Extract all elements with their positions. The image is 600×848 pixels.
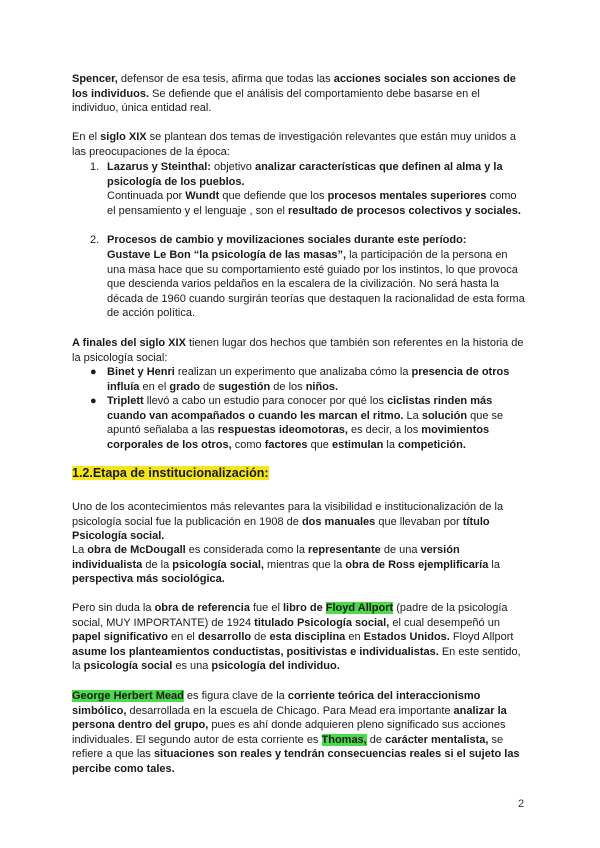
paragraph-mead — [72, 689, 528, 777]
section-heading — [72, 465, 269, 481]
bold-text: titulado Psicología social, — [254, 616, 390, 629]
text-run: de una — [380, 544, 421, 556]
text-run: tienen lugar dos hechos que también son referentes en la historia de la psicología social: — [72, 337, 524, 364]
bold-text: Gustave Le Bon “la psicología de las masas”, — [107, 249, 347, 261]
bold-text: movimientos corporales de los otros, — [107, 424, 490, 451]
bold-text: competición. — [398, 438, 466, 451]
highlighted-text: Thomas, — [321, 733, 367, 746]
text-run: La — [403, 409, 422, 422]
text-run: que — [307, 438, 332, 451]
bold-text: obra de referencia — [154, 602, 250, 614]
list-marker-2: 2. — [90, 234, 100, 246]
bold-text: libro de — [282, 602, 323, 614]
bold-text: procesos mentales superiores — [327, 190, 487, 202]
text-run: es figura clave de la — [183, 690, 288, 702]
text-run: el cual desempeñó un — [389, 616, 500, 629]
bold-text: psicología social, — [172, 558, 264, 571]
text-run: de los — [270, 380, 306, 393]
bold-text: Estados Unidos. — [363, 631, 450, 644]
bold-text: obra de Ross ejemplificaría — [345, 558, 489, 571]
text-run: la participación de la persona en una masa hace que su comportamiento esté guiado por los instintos, lo que provoca que descienda varios peldaños en la escalera de la civilización. No será hasta la década de 1960 cuando surgirán teorías que destaquen la racionalidad de esta forma de acción política. — [107, 249, 525, 320]
bold-text: Procesos de cambio y movilizaciones sociales durante este período: — [107, 234, 467, 246]
bold-text: presencia de otros influía — [107, 366, 510, 393]
text-run: mientras que la — [263, 558, 346, 571]
text-run: en el — [167, 631, 198, 644]
text-run: Floyd Allport — [449, 631, 514, 644]
text-run: Se defiende que el análisis del comportamiento debe basarse en el individuo, única entidad real. — [72, 87, 480, 115]
text-run: pues es ahí donde adquieren pleno significado sus acciones individuales. El segundo autor de esta corriente es — [72, 719, 506, 746]
bold-text: niños. — [305, 380, 339, 393]
text-run: Pero sin duda la — [72, 602, 155, 614]
bold-text: acciones sociales son acciones de los individuos. — [72, 73, 516, 100]
text-run: en — [345, 631, 364, 644]
bold-text: obra de McDougall — [87, 544, 186, 556]
highlighted-text: Floyd Allport — [325, 602, 394, 614]
list-item-le-bon — [107, 248, 528, 321]
bold-text: siglo XIX — [100, 131, 147, 143]
bold-text: ciclistas rinden más cuando van acompañados o cuando les marcan el ritmo. — [107, 395, 493, 422]
text-run: que se apuntó señalaba a las — [107, 409, 504, 437]
text-run: fue el — [249, 602, 283, 614]
bold-text: analizar características que definen al alma y la psicología de los pueblos. — [107, 161, 503, 188]
text-run: Continuada por — [107, 190, 186, 202]
bold-text: A finales del siglo XIX — [72, 337, 186, 349]
bold-text: resultado de procesos colectivos y sociales. — [288, 204, 521, 217]
text-run: se refiere a que las — [72, 733, 504, 761]
bold-text: solución — [421, 409, 468, 422]
paragraph-allport — [72, 601, 528, 674]
bold-text: estimulan — [331, 438, 384, 451]
bold-text: dos manuales — [301, 515, 376, 528]
bold-text: psicología social — [83, 660, 173, 673]
bold-text: carácter mentalista, — [385, 733, 489, 746]
text-run: de — [199, 380, 219, 393]
bold-text: representante — [308, 544, 381, 556]
text-run: La — [72, 544, 88, 556]
text-run: como el pensamiento y el lenguaje , son el — [107, 190, 517, 217]
bold-text: desarrollo — [197, 631, 252, 644]
list-item-wundt — [107, 189, 528, 218]
text-run: de — [366, 733, 386, 746]
text-run: que defiende que los — [219, 190, 328, 202]
list-marker-1: 1. — [90, 161, 100, 173]
text-run: que llevaban por — [375, 515, 463, 528]
bold-text: Triplett — [107, 395, 144, 407]
bold-text: Binet y Henri — [107, 366, 175, 378]
text-run: en el — [139, 380, 170, 393]
text-run: de la — [142, 558, 173, 571]
bold-text: título Psicología social. — [72, 515, 490, 543]
list-item-procesos — [107, 233, 528, 248]
section-heading-text: 1.2.Etapa de institucionalización: — [72, 466, 269, 480]
bold-text: esta disciplina — [269, 631, 346, 644]
text-run: defensor de esa tesis, afirma que todas las — [117, 73, 334, 85]
bold-text: asume los planteamientos conductistas, positivistas e individualistas. — [72, 645, 439, 658]
page-number: 2 — [518, 798, 525, 810]
text-run: Uno de los acontecimientos más relevantes para la visibilidad e institucionalización de la psicología social fue la publicación en 1908 de — [72, 501, 504, 528]
highlighted-text: George Herbert Mead — [72, 690, 184, 702]
bold-text: situaciones son reales y tendrán consecuencias reales si el sujeto las percibe como tales. — [72, 748, 520, 775]
text-run: objetivo — [210, 161, 255, 173]
text-run: como — [231, 438, 265, 451]
text-run: la — [383, 438, 399, 451]
text-run: la — [488, 558, 500, 571]
text-run: desarrollada en la escuela de Chicago. Para Mead era importante — [126, 704, 454, 717]
bullet-item-binet — [107, 365, 528, 394]
paragraph-manuales — [72, 500, 528, 544]
bold-text: grado — [169, 380, 200, 393]
text-run: es considerada como la — [185, 544, 308, 556]
list-item-lazarus — [107, 160, 528, 189]
text-run: es una — [172, 660, 212, 673]
text-run: es decir, a los — [347, 424, 422, 437]
bold-text: Lazarus y Steinthal: — [107, 161, 211, 173]
paragraph-siglo-xix — [72, 130, 528, 159]
bold-text: corriente teórica del interaccionismo simbólico, — [72, 690, 481, 717]
bold-text: psicología del individuo. — [211, 660, 340, 673]
text-run: se plantean dos temas de investigación relevantes que están muy unidos a las preocupaciones de la época: — [72, 131, 516, 158]
bold-text: versión individualista — [72, 544, 460, 571]
paragraph-mcdougall — [72, 543, 528, 587]
bold-text: papel significativo — [72, 631, 168, 644]
bullet-item-triplett — [107, 394, 528, 452]
bold-text: sugestión — [218, 380, 271, 393]
bold-text: analizar la persona dentro del grupo, — [72, 704, 507, 732]
text-run: realizan un experimento que analizaba cómo la — [174, 366, 412, 378]
text-run: (padre de la psicología social, MUY IMPORTANTE) de 1924 — [72, 602, 508, 629]
text-run: llevó a cabo un estudio para conocer por qué los — [143, 395, 388, 407]
text-run: de — [251, 631, 270, 644]
paragraph-spencer — [72, 72, 528, 116]
paragraph-finales-siglo-xix — [72, 336, 528, 365]
bullet-marker-binet: ● — [90, 366, 97, 378]
bold-text: factores — [264, 438, 308, 451]
bold-text: respuestas ideomotoras, — [217, 424, 348, 437]
bold-text: Wundt — [185, 190, 220, 202]
bold-text: Spencer, — [72, 73, 118, 85]
text-run: En el — [72, 131, 101, 143]
bullet-marker-triplett: ● — [90, 395, 97, 407]
bold-text: perspectiva más sociológica. — [72, 573, 225, 586]
text-run: En este sentido, la — [72, 645, 521, 673]
